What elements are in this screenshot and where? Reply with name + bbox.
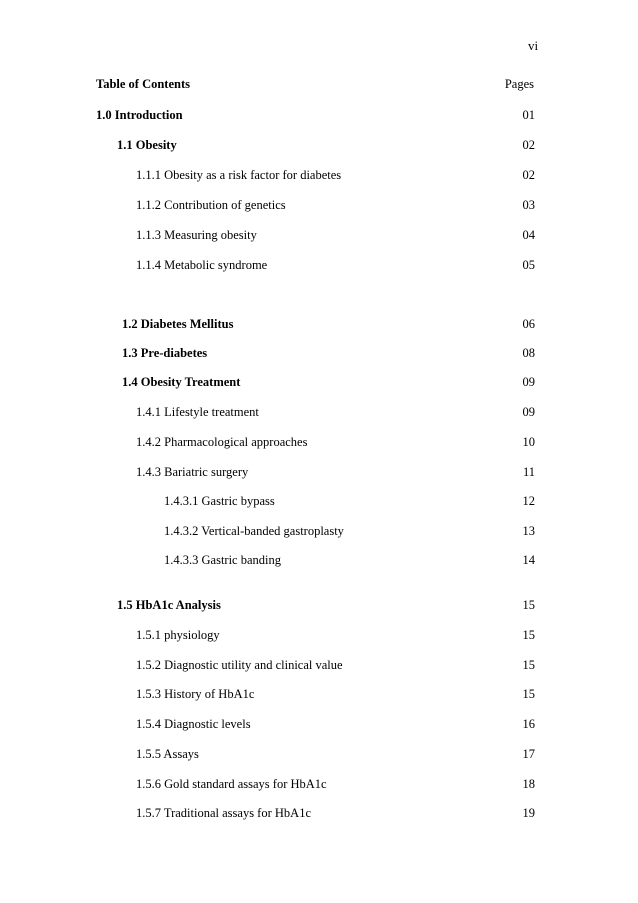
toc-entry-page: 11 bbox=[522, 465, 535, 479]
toc-entry-title: 1.4.3.1 Gastric bypass bbox=[164, 494, 275, 508]
toc-entry-title: 1.5.7 Traditional assays for HbA1c bbox=[136, 806, 311, 820]
toc-entry bbox=[0, 226, 638, 244]
toc-entry-title: 1.5.2 Diagnostic utility and clinical value bbox=[136, 658, 343, 672]
toc-entry-title: 1.4.3.3 Gastric banding bbox=[164, 553, 281, 567]
toc-entry-page: 09 bbox=[522, 405, 535, 419]
toc-entry bbox=[0, 775, 638, 793]
toc-entry-title: 1.1.1 Obesity as a risk factor for diabetes bbox=[136, 168, 342, 182]
toc-entry-page: 02 bbox=[522, 138, 535, 152]
toc-entry-page: 15 bbox=[522, 687, 535, 701]
toc-entry-title: 1.5.6 Gold standard assays for HbA1c bbox=[136, 777, 327, 791]
toc-entry bbox=[0, 136, 638, 154]
pages-heading: Pages bbox=[504, 77, 534, 91]
toc-entry bbox=[0, 551, 638, 569]
toc-entry bbox=[0, 463, 638, 481]
toc-entry bbox=[0, 715, 638, 733]
toc-entry bbox=[0, 315, 638, 333]
toc-entry-title: 1.1.4 Metabolic syndrome bbox=[136, 258, 268, 272]
toc-entry bbox=[0, 373, 638, 391]
toc-entry bbox=[0, 656, 638, 674]
toc-entry-page: 06 bbox=[522, 317, 535, 331]
toc-heading: Table of Contents bbox=[96, 77, 190, 91]
toc-entry bbox=[0, 256, 638, 274]
toc-entry bbox=[0, 685, 638, 703]
toc-entry-title: 1.3 Pre-diabetes bbox=[122, 346, 208, 360]
toc-entry bbox=[0, 522, 638, 540]
toc-entry-title: 1.1 Obesity bbox=[117, 138, 177, 152]
toc-entry-page: 14 bbox=[522, 553, 535, 567]
toc-entry-page: 05 bbox=[522, 258, 535, 272]
toc-entry-page: 15 bbox=[522, 658, 535, 672]
toc-entry-page: 03 bbox=[522, 198, 535, 212]
toc-entry bbox=[0, 196, 638, 214]
toc-entry-title: 1.4.3 Bariatric surgery bbox=[136, 465, 249, 479]
page-number: vi bbox=[528, 38, 539, 53]
toc-entry-title: 1.4.3.2 Vertical-banded gastroplasty bbox=[164, 524, 344, 538]
toc-entry bbox=[0, 596, 638, 614]
toc-entry bbox=[0, 626, 638, 644]
toc-entry-page: 16 bbox=[522, 717, 535, 731]
toc-entry-title: 1.0 Introduction bbox=[96, 108, 183, 122]
toc-entry-title: 1.4 Obesity Treatment bbox=[122, 375, 241, 389]
toc-entry bbox=[0, 106, 638, 124]
toc-entry-title: 1.4.2 Pharmacological approaches bbox=[136, 435, 308, 449]
toc-entry-title: 1.5.1 physiology bbox=[136, 628, 220, 642]
toc-entry-page: 04 bbox=[522, 228, 535, 242]
toc-entry-title: 1.4.1 Lifestyle treatment bbox=[136, 405, 259, 419]
toc-entry-title: 1.5.3 History of HbA1c bbox=[136, 687, 255, 701]
toc-entry bbox=[0, 166, 638, 184]
toc-entry bbox=[0, 403, 638, 421]
toc-entry bbox=[0, 433, 638, 451]
toc-entry bbox=[0, 344, 638, 362]
toc-entry-page: 15 bbox=[522, 598, 535, 612]
toc-header bbox=[96, 77, 536, 92]
toc-entry-title: 1.1.3 Measuring obesity bbox=[136, 228, 257, 242]
toc-entry-page: 08 bbox=[522, 346, 535, 360]
toc-entry-page: 17 bbox=[522, 747, 535, 761]
toc-entry-title: 1.5 HbA1c Analysis bbox=[117, 598, 221, 612]
toc-entry-page: 15 bbox=[522, 628, 535, 642]
toc-entry-page: 09 bbox=[522, 375, 535, 389]
toc-entry bbox=[0, 745, 638, 763]
toc-entry-page: 01 bbox=[522, 108, 535, 122]
toc-entry-title: 1.1.2 Contribution of genetics bbox=[136, 198, 286, 212]
toc-entry-page: 19 bbox=[522, 806, 535, 820]
toc-entry-title: 1.2 Diabetes Mellitus bbox=[122, 317, 234, 331]
toc-entry bbox=[0, 492, 638, 510]
toc-entry-page: 10 bbox=[522, 435, 535, 449]
toc-entry bbox=[0, 804, 638, 822]
toc-entry-title: 1.5.4 Diagnostic levels bbox=[136, 717, 251, 731]
toc-entry-title: 1.5.5 Assays bbox=[136, 747, 199, 761]
toc-entry-page: 12 bbox=[522, 494, 535, 508]
toc-entry-page: 18 bbox=[522, 777, 535, 791]
toc-entry-page: 02 bbox=[522, 168, 535, 182]
toc-entry-page: 13 bbox=[522, 524, 535, 538]
